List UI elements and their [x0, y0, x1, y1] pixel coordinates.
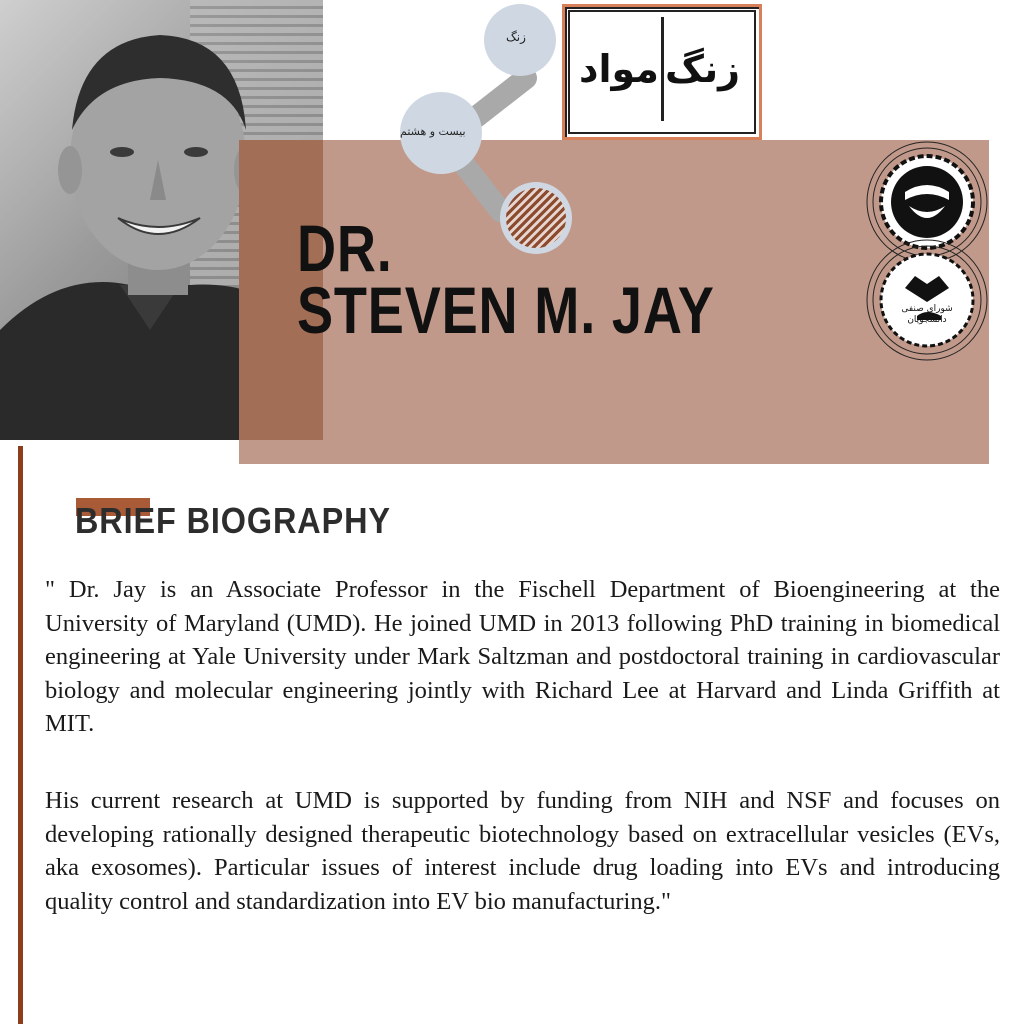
- node-mid-label: بیست و هشتم: [400, 125, 466, 138]
- logo-divider: [661, 17, 664, 121]
- logo-word-left: مواد: [579, 47, 659, 91]
- node-top-label: زنگ: [506, 30, 526, 44]
- speaker-name: STEVEN M. JAY: [297, 273, 715, 347]
- molecule-node-bottom: [500, 182, 572, 254]
- logo-word-right: زنگ: [665, 47, 741, 91]
- event-logo: [562, 4, 762, 140]
- biography-paragraph-2: His current research at UMD is supported by funding from NIH and NSF and focuses on developing rationally designed therapeutic biotechnology based on extracellular vesicles (EVs, aka exosomes). Particular issues of interest include drug loading into EVs and introducing quality control and standardization into EV bio manufacturing.": [45, 787, 1000, 915]
- speaker-title: DR.: [297, 211, 393, 285]
- emblem-text: شورای صنفی دانشجویان: [901, 304, 953, 325]
- left-accent-line: [18, 446, 23, 1024]
- biography-paragraph-1: " Dr. Jay is an Associate Professor in the Fischell Department of Bioengineering at the University of Maryland (UMD). He joined UMD in 2013 following PhD training in biomedical engineering at Yale University under Mark Saltzman and postdoctoral training in cardiovascular biology and molecular engineering jointly with Richard Lee at Harvard and Linda Griffith at MIT.: [45, 576, 1000, 737]
- biography-heading: BRIEF BIOGRAPHY: [75, 500, 391, 541]
- student-council-emblem: [865, 238, 989, 362]
